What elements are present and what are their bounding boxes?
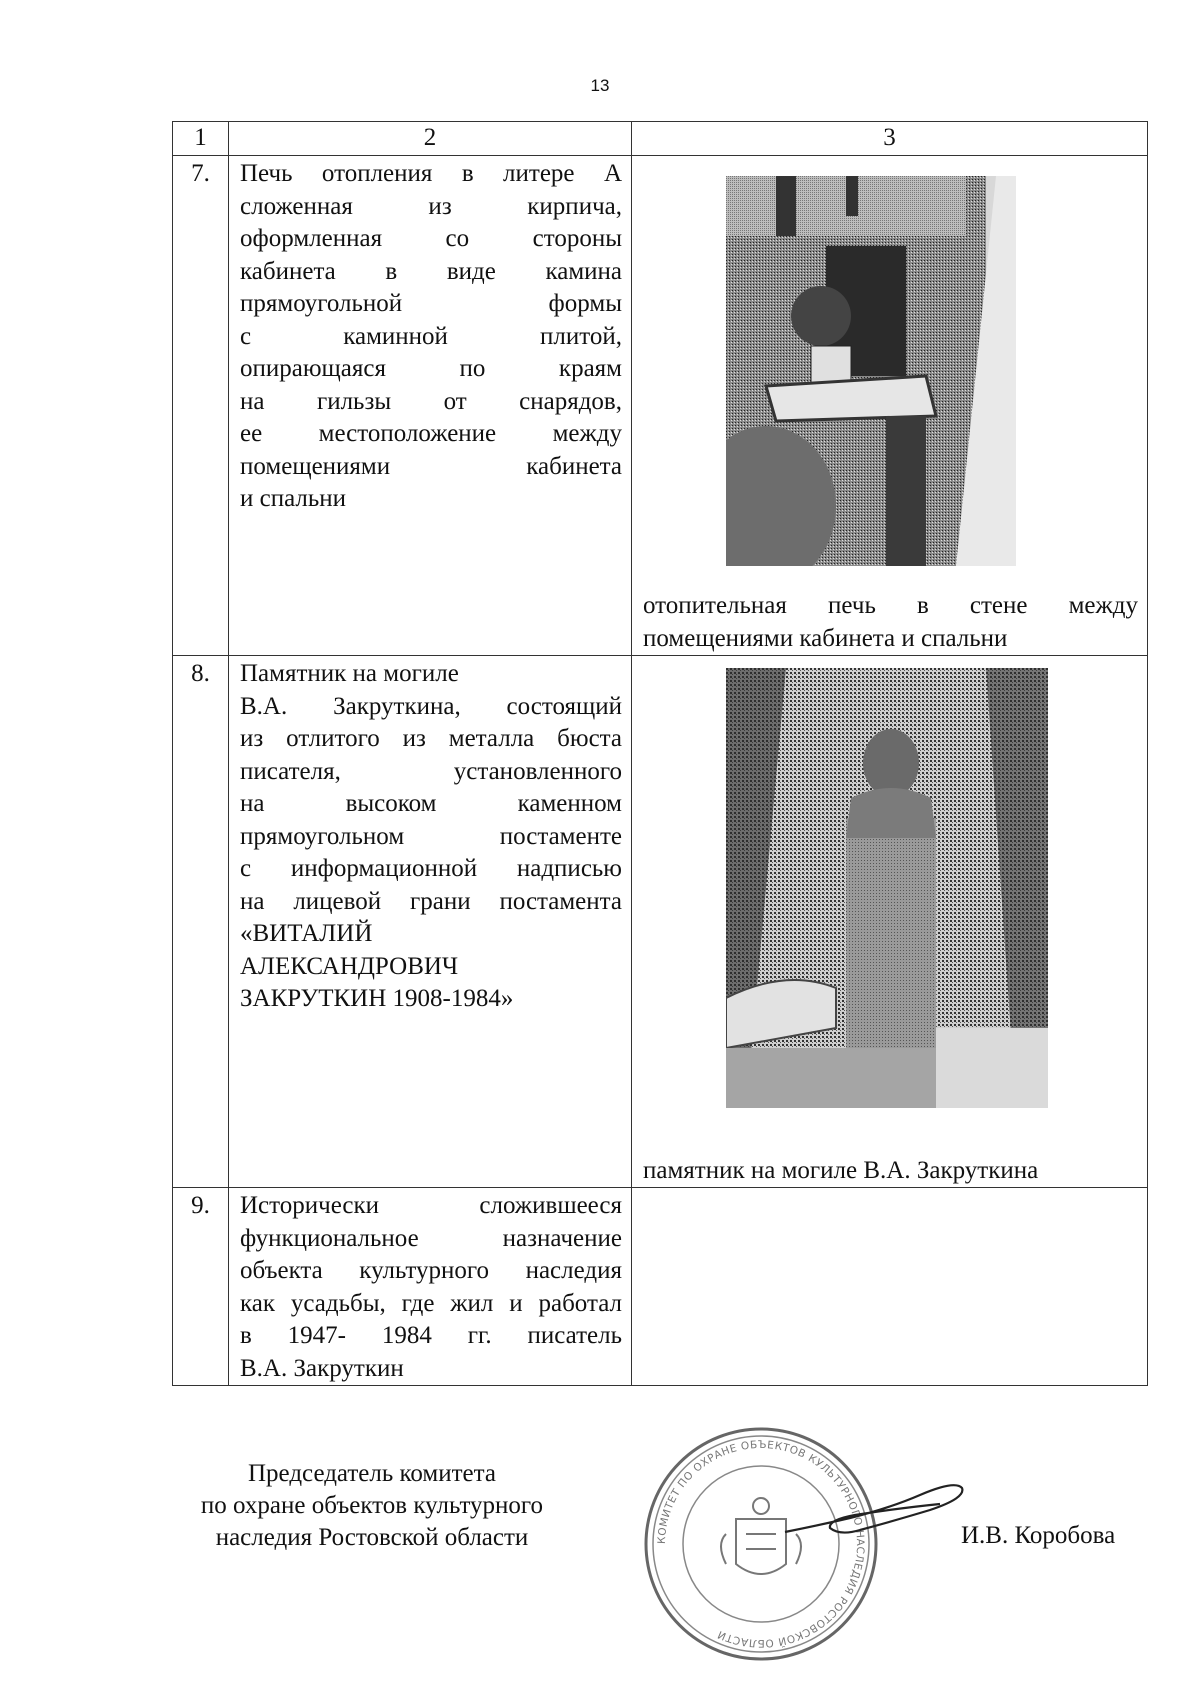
- description-line: на лицевой грани постамента: [240, 887, 622, 915]
- description-line: Памятник на могиле: [240, 660, 459, 687]
- description-line: Печь отопления в литере А: [240, 160, 622, 187]
- handwritten-signature: [780, 1470, 970, 1550]
- signatory-title-line: по охране объектов культурного: [200, 1492, 544, 1519]
- description-line: АЛЕКСАНДРОВИЧ: [240, 952, 459, 980]
- description-line: прямоугольном постаменте: [240, 822, 622, 850]
- description-line: Исторически сложившееся: [240, 1192, 622, 1219]
- description-line: В.А. Закруткина, состоящий: [240, 692, 622, 720]
- description-line: на высоком каменном: [240, 790, 622, 817]
- signatory-title-line: Председатель комитета: [248, 1460, 496, 1487]
- row-description: [229, 1188, 632, 1386]
- signer-name: И.В. Коробова: [961, 1522, 1116, 1549]
- header-col-3: 3: [632, 122, 1148, 156]
- table-row: [173, 1188, 1148, 1386]
- row-number: 8.: [173, 656, 229, 1188]
- signatory-title-line: наследия Ростовской области: [215, 1524, 529, 1551]
- caption-line: отопительная печь в стене между: [643, 592, 1138, 619]
- description-line: в 1947- 1984 гг. писатель: [240, 1322, 622, 1349]
- description-line: как усадьбы, где жил и работал: [240, 1289, 622, 1317]
- header-col-1: 1: [173, 122, 229, 156]
- description-line: «ВИТАЛИЙ: [240, 920, 373, 947]
- row-photo-cell: [632, 656, 1148, 1188]
- row-photo-cell: [632, 156, 1148, 656]
- description-line: опирающаяся по краям: [240, 355, 622, 382]
- description-line: из отлитого из металла бюста: [240, 725, 622, 752]
- description-line: оформленная со стороны: [240, 225, 622, 252]
- table-row: [173, 156, 1148, 656]
- signatory-title: [172, 1458, 572, 1554]
- description-line: и спальни: [240, 485, 347, 512]
- row-description: [229, 656, 632, 1188]
- description-line: помещениями кабинета: [240, 452, 622, 480]
- header-col-2: 2: [229, 122, 632, 156]
- description-line: прямоугольной формы: [240, 290, 622, 317]
- row-empty-cell: [632, 1188, 1148, 1386]
- objects-table: [172, 121, 1148, 1386]
- description-line: с каминной плитой,: [240, 322, 622, 350]
- description-line: функциональное назначение: [240, 1224, 622, 1252]
- caption-line: помещениями кабинета и спальни: [643, 624, 1008, 652]
- description-line: ЗАКРУТКИН 1908-1984»: [240, 985, 514, 1012]
- monument-photo: [726, 668, 1048, 1108]
- description-line: на гильзы от снарядов,: [240, 387, 622, 415]
- table-row: [173, 656, 1148, 1188]
- description-line: объекта культурного наследия: [240, 1257, 622, 1284]
- row-number: 9.: [173, 1188, 229, 1386]
- caption-line: памятник на могиле В.А. Закруткина: [643, 1156, 1039, 1184]
- fireplace-photo: [726, 176, 1016, 566]
- stamp-text: КОМИТЕТ ПО ОХРАНЕ ОБЪЕКТОВ КУЛЬТУРНОГО НАСЛЕДИЯ РОСТОВСКОЙ ОБЛАСТИ: [655, 1438, 867, 1650]
- table-header-row: [173, 122, 1148, 156]
- photo-caption: [643, 1155, 1138, 1188]
- row-description: [229, 156, 632, 656]
- description-line: писателя, установленного: [240, 757, 622, 785]
- description-line: сложенная из кирпича,: [240, 192, 622, 220]
- description-line: кабинета в виде камина: [240, 257, 622, 285]
- description-line: В.А. Закруткин: [240, 1354, 404, 1382]
- row-number: 7.: [173, 156, 229, 656]
- photo-caption: [643, 590, 1138, 655]
- description-line: с информационной надписью: [240, 855, 622, 882]
- page-number: 13: [590, 76, 610, 95]
- description-line: ее местоположение между: [240, 420, 622, 447]
